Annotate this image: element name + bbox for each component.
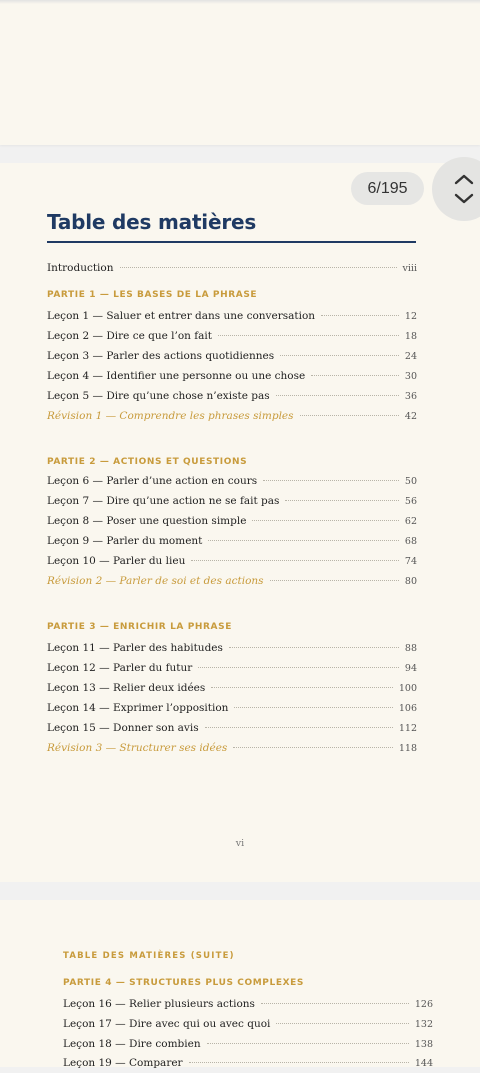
entry-label: Leçon 12 — Parler du futur	[47, 662, 193, 674]
dot-leader	[321, 315, 399, 316]
entry-page: 144	[414, 1058, 433, 1069]
entry-page: 62	[404, 516, 417, 527]
part-heading: PARTIE 2 — ACTIONS ET QUESTIONS	[47, 457, 248, 467]
entry-label: Leçon 2 — Dire ce que l’on fait	[47, 330, 213, 342]
dot-leader	[300, 415, 399, 416]
dot-leader	[205, 727, 393, 728]
dot-leader	[276, 1023, 408, 1024]
part-heading: PARTIE 4 — STRUCTURES PLUS COMPLEXES	[63, 978, 304, 988]
part-heading: PARTIE 1 — LES BASES DE LA PHRASE	[47, 290, 258, 300]
dot-leader	[191, 560, 399, 561]
entry-label: Leçon 7 — Dire qu’une action ne se fait pas	[47, 495, 280, 507]
dot-leader	[189, 1062, 409, 1063]
toc-entry[interactable]	[47, 535, 417, 551]
dot-leader	[207, 1043, 409, 1044]
dot-leader	[270, 580, 399, 581]
toc-entry[interactable]	[47, 330, 417, 346]
entry-page: 12	[404, 311, 417, 322]
toc-entry[interactable]	[47, 350, 417, 366]
entry-page: 106	[398, 703, 417, 714]
toc-entry[interactable]	[47, 642, 417, 658]
page-counter: 6/195	[351, 172, 424, 205]
entry-label: Révision 2 — Parler de soi et des actions	[47, 575, 264, 587]
dot-leader	[233, 747, 393, 748]
dot-leader	[285, 500, 398, 501]
toc-entry[interactable]	[47, 702, 417, 718]
dot-leader	[229, 647, 399, 648]
entry-page: 42	[404, 411, 417, 422]
entry-label: Leçon 19 — Comparer	[63, 1057, 183, 1069]
entry-page: 100	[398, 683, 417, 694]
entry-page: 94	[404, 663, 417, 674]
entry-page: 50	[404, 476, 417, 487]
toc-entry[interactable]	[47, 555, 417, 571]
toc-entry-review[interactable]	[47, 410, 417, 426]
entry-page: 80	[404, 576, 417, 587]
entry-page: 126	[414, 999, 433, 1010]
dot-leader	[198, 667, 399, 668]
entry-label: Leçon 10 — Parler du lieu	[47, 555, 186, 567]
entry-label: Leçon 5 — Dire qu’une chose n’existe pas	[47, 390, 270, 402]
toc-entry[interactable]	[47, 370, 417, 386]
dot-leader	[208, 540, 399, 541]
entry-page: 74	[404, 556, 417, 567]
entry-label: Leçon 9 — Parler du moment	[47, 535, 203, 547]
page-footer-number: vi	[235, 838, 245, 849]
entry-page: 88	[404, 643, 417, 654]
entry-label: Leçon 18 — Dire combien	[63, 1038, 201, 1050]
entry-page: 118	[398, 743, 417, 754]
entry-label: Leçon 15 — Donner son avis	[47, 722, 199, 734]
dot-leader	[280, 355, 399, 356]
entry-page: 138	[414, 1039, 433, 1050]
entry-label: Leçon 11 — Parler des habitudes	[47, 642, 223, 654]
entry-page: 24	[404, 351, 417, 362]
dot-leader	[311, 375, 399, 376]
entry-label: Leçon 4 — Identifier une personne ou une chose	[47, 370, 306, 382]
entry-page: 18	[404, 331, 417, 342]
part-heading: PARTIE 3 — ENRICHIR LA PHRASE	[47, 622, 232, 632]
dot-leader	[261, 1003, 409, 1004]
dot-leader	[252, 520, 398, 521]
entry-label: Leçon 16 — Relier plusieurs actions	[63, 998, 255, 1010]
entry-page: viii	[402, 263, 417, 274]
toc-entry[interactable]	[47, 662, 417, 678]
chevron-up-down-icon	[452, 173, 476, 205]
toc-entry[interactable]	[47, 475, 417, 491]
toc-entry[interactable]	[63, 1057, 433, 1073]
toc-entry[interactable]	[63, 998, 433, 1014]
entry-label: Leçon 13 — Relier deux idées	[47, 682, 206, 694]
toc-entry[interactable]	[63, 1018, 433, 1034]
previous-page	[0, 0, 480, 145]
entry-label: Introduction	[47, 262, 114, 274]
toc-entry[interactable]	[47, 682, 417, 698]
toc-entry[interactable]	[63, 1038, 433, 1054]
toc-entry-review[interactable]	[47, 575, 417, 591]
entry-page: 36	[404, 391, 417, 402]
dot-leader	[234, 707, 392, 708]
top-shadow	[0, 0, 480, 4]
toc-title: Table des matières	[47, 210, 257, 234]
dot-leader	[211, 687, 393, 688]
entry-label: Leçon 8 — Poser une question simple	[47, 515, 247, 527]
toc-entry-introduction[interactable]	[47, 262, 417, 278]
toc-entry[interactable]	[47, 722, 417, 738]
entry-page: 56	[404, 496, 417, 507]
toc-entry[interactable]	[47, 495, 417, 511]
dot-leader	[263, 480, 399, 481]
toc-entry[interactable]	[47, 390, 417, 406]
entry-label: Leçon 14 — Exprimer l’opposition	[47, 702, 229, 714]
entry-label: Révision 1 — Comprendre les phrases simples	[47, 410, 294, 422]
entry-page: 68	[404, 536, 417, 547]
entry-page: 132	[414, 1019, 433, 1030]
toc-entry[interactable]	[47, 310, 417, 326]
entry-label: Révision 3 — Structurer ses idées	[47, 742, 228, 754]
entry-label: Leçon 3 — Parler des actions quotidiennes	[47, 350, 275, 362]
entry-page: 112	[398, 723, 417, 734]
dot-leader	[120, 267, 397, 268]
title-divider	[47, 241, 416, 243]
entry-label: Leçon 6 — Parler d’une action en cours	[47, 475, 258, 487]
entry-page: 30	[404, 371, 417, 382]
toc-entry-review[interactable]	[47, 742, 417, 758]
toc-entry[interactable]	[47, 515, 417, 531]
continued-heading: TABLE DES MATIÈRES (SUITE)	[63, 951, 235, 961]
dot-leader	[218, 335, 399, 336]
entry-label: Leçon 17 — Dire avec qui ou avec quoi	[63, 1018, 271, 1030]
dot-leader	[276, 395, 399, 396]
entry-label: Leçon 1 — Saluer et entrer dans une conversation	[47, 310, 316, 322]
